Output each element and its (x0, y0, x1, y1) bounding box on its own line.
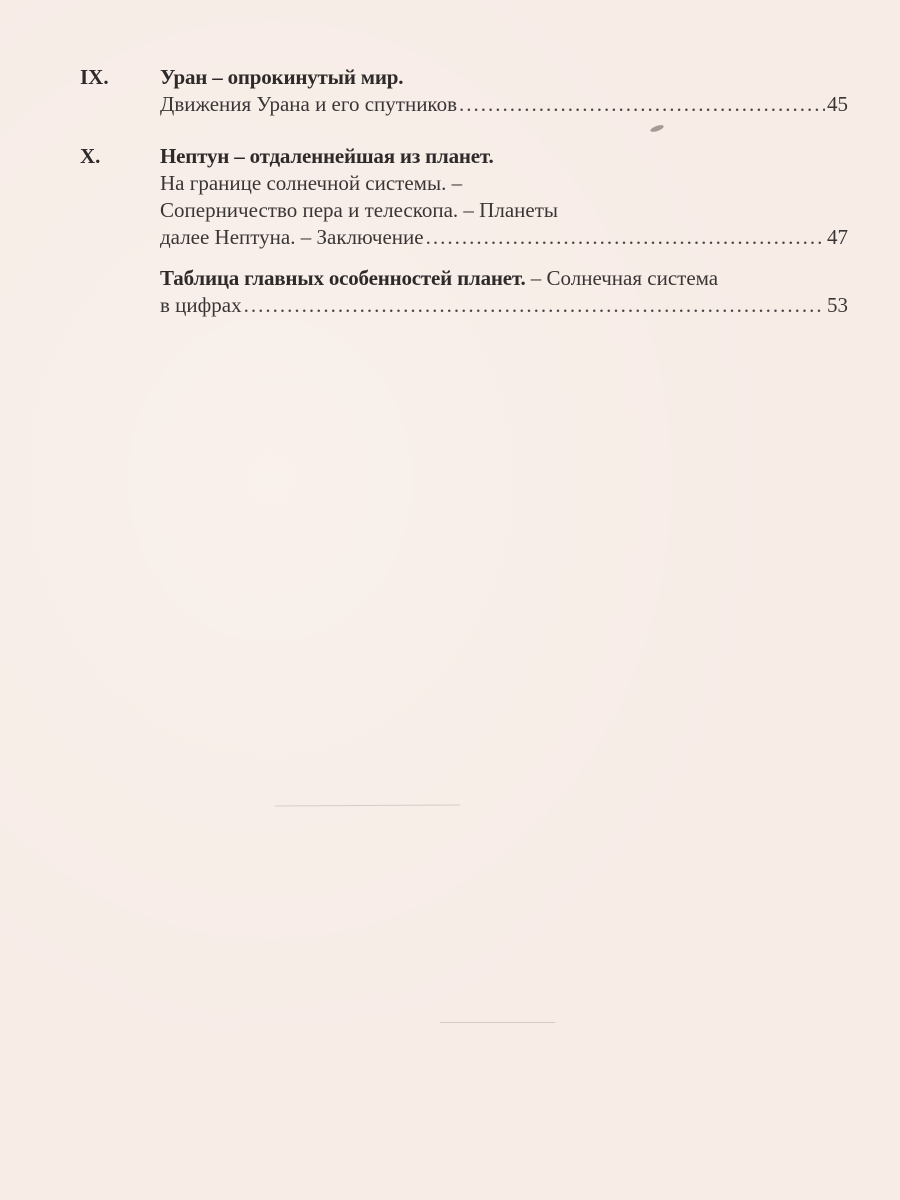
toc-leader-line (160, 91, 848, 118)
chapter-subtitle-line: На границе солнечной системы. – (160, 171, 463, 195)
appendix-title-suffix: – Солнечная система (525, 266, 719, 290)
page-number: 45 (827, 92, 848, 116)
chapter-number: IX. (80, 65, 109, 89)
toc-leader-line (160, 224, 848, 251)
chapter-subtitle: далее Нептуна. – Заключение (160, 225, 424, 249)
chapter-subtitle: Движения Урана и его спутников (160, 92, 457, 116)
dot-leader (244, 292, 825, 319)
appendix-subtitle: в цифрах (160, 293, 242, 317)
chapter-number: X. (80, 144, 101, 168)
chapter-title: Уран – опрокинутый мир. (160, 65, 404, 89)
toc-entry-ix[interactable] (80, 64, 848, 118)
toc-entry-x[interactable] (80, 143, 848, 251)
toc-leader-line (160, 292, 848, 319)
dot-leader (426, 224, 825, 251)
toc-entry-appendix[interactable] (80, 265, 848, 319)
appendix-title: Таблица главных особенностей планет. (160, 266, 526, 290)
paper-mark (275, 805, 460, 807)
page-number: 47 (827, 225, 848, 249)
chapter-title: Нептун – отдаленнейшая из планет. (160, 144, 494, 168)
page-number: 53 (827, 293, 848, 317)
paper-mark (440, 1022, 555, 1023)
ink-smudge (650, 124, 665, 133)
dot-leader (459, 91, 825, 118)
chapter-subtitle-line: Соперничество пера и телескопа. – Планеты (160, 198, 558, 222)
